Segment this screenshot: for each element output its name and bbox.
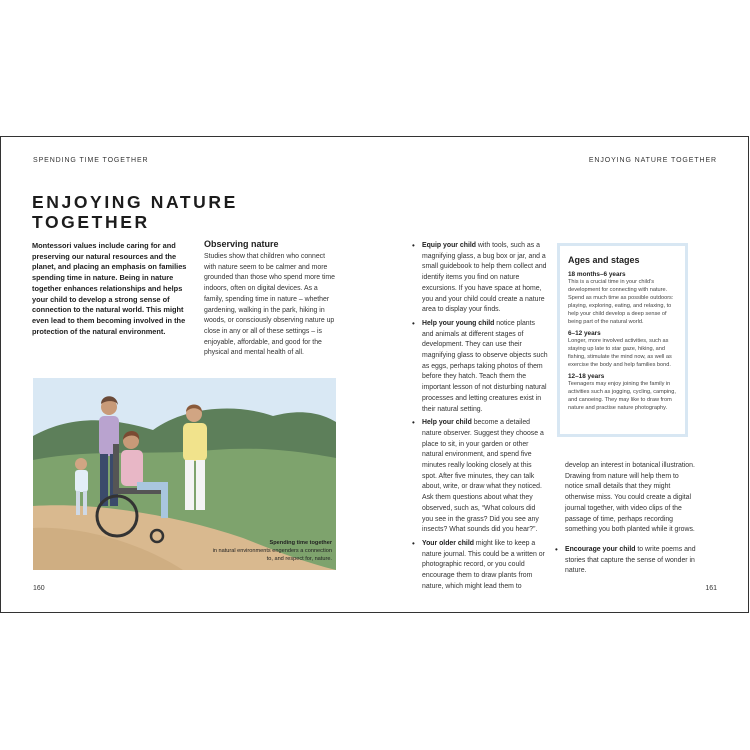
stage-text: This is a crucial time in your child’s development for connecting with nature. Spend as much time as possible outdoors: playing, exploring, eating, and relaxing, to help your child develop a deep sense of being part of the natural world.	[568, 279, 674, 325]
list-item: • Help your young child notice plants and animals at different stages of development. They can use their magnifying glass to observe objects such as eggs, perhaps taking photos of them before they hatch. Teach them the important lesson of not disturbing natural processes and letting creatures exist in their natural setting.	[410, 319, 548, 415]
caption-text: in natural environments engenders a connection to, and respect for, nature.	[212, 548, 332, 562]
tips-list-column-1	[410, 241, 548, 596]
stage-text: Teenagers may enjoy joining the family in activities such as jogging, cycling, camping, and canoeing. They may like to draw from nature and practise nature photography.	[568, 381, 676, 411]
title-line-1: ENJOYING NATURE	[32, 192, 238, 212]
page-number-right: 161	[705, 585, 717, 592]
tips-list-column-2	[553, 545, 699, 580]
stage-label: 6–12 years	[568, 330, 601, 337]
list-item: • Your older child might like to keep a nature journal. This could be a written or photographic record, or you could encourage them to draw plants from nature, which might lead them to	[410, 539, 548, 593]
running-head-right: ENJOYING NATURE TOGETHER	[588, 157, 717, 164]
section-heading: Observing nature	[204, 239, 279, 249]
ages-and-stages-sidebar	[557, 243, 688, 437]
continued-paragraph: develop an interest in botanical illustration. Drawing from nature will help them to notice small details that they might otherwise miss. You could create a digital journal together, with video clips of the passage of time, perhaps recording something you both planted while it grows.	[565, 462, 695, 534]
illustration-caption	[210, 539, 332, 563]
list-item: • Encourage your child to write poems and stories that capture the sense of wonder in nature.	[553, 545, 699, 577]
stage-label: 12–18 years	[568, 373, 605, 380]
stage-text: Longer, more involved activities, such as staying up late to star gaze, hiking, and fishing, stimulate the mind now, as well as exercise the body and help families bond.	[568, 338, 672, 368]
page-title	[32, 192, 238, 232]
sidebar-title: Ages and stages	[568, 255, 640, 265]
section-body: Studies show that children who connect with nature seem to be calmer and more grounded than those who spend more time indoors, often on digital devices. As a family, spending time in nature – whether gardening, walking in the park, hiking in woods, or consciously observing nature up close in any or all of these settings – is enjoyable, affordable, and good for the physical and mental health of all.	[204, 253, 336, 357]
caption-bold: Spending time together	[269, 540, 332, 546]
title-line-2: TOGETHER	[32, 212, 150, 232]
intro-paragraph: Montessori values include caring for and preserving our natural resources and the planet, and placing an emphasis on families spending time in nature. Being in nature together enhances relationships and helps your child to develop a strong sense of connection to the natural world. This might even lead to them becoming involved in the protection of the natural environment.	[32, 241, 187, 336]
list-item: • Help your child become a detailed nature observer. Suggest they choose a place to sit, in your garden or other natural environment, and spend five minutes really looking closely at this spot. After five minutes, they can talk about, write, or draw what they noticed. Ask them questions about what they observed, such as, “What colours did you see in the grass? Did you see any insects? What sounds did you hear?”.	[410, 418, 548, 536]
list-item: • Equip your child with tools, such as a magnifying glass, a bug box or jar, and a small guidebook to help them collect and identify items you find on nature excursions. If you have space at home, you and your child could create a nature area to display your finds.	[410, 241, 548, 316]
stage-label: 18 months–6 years	[568, 271, 626, 278]
page-number-left: 160	[33, 585, 45, 592]
running-head-left: SPENDING TIME TOGETHER	[33, 157, 149, 164]
